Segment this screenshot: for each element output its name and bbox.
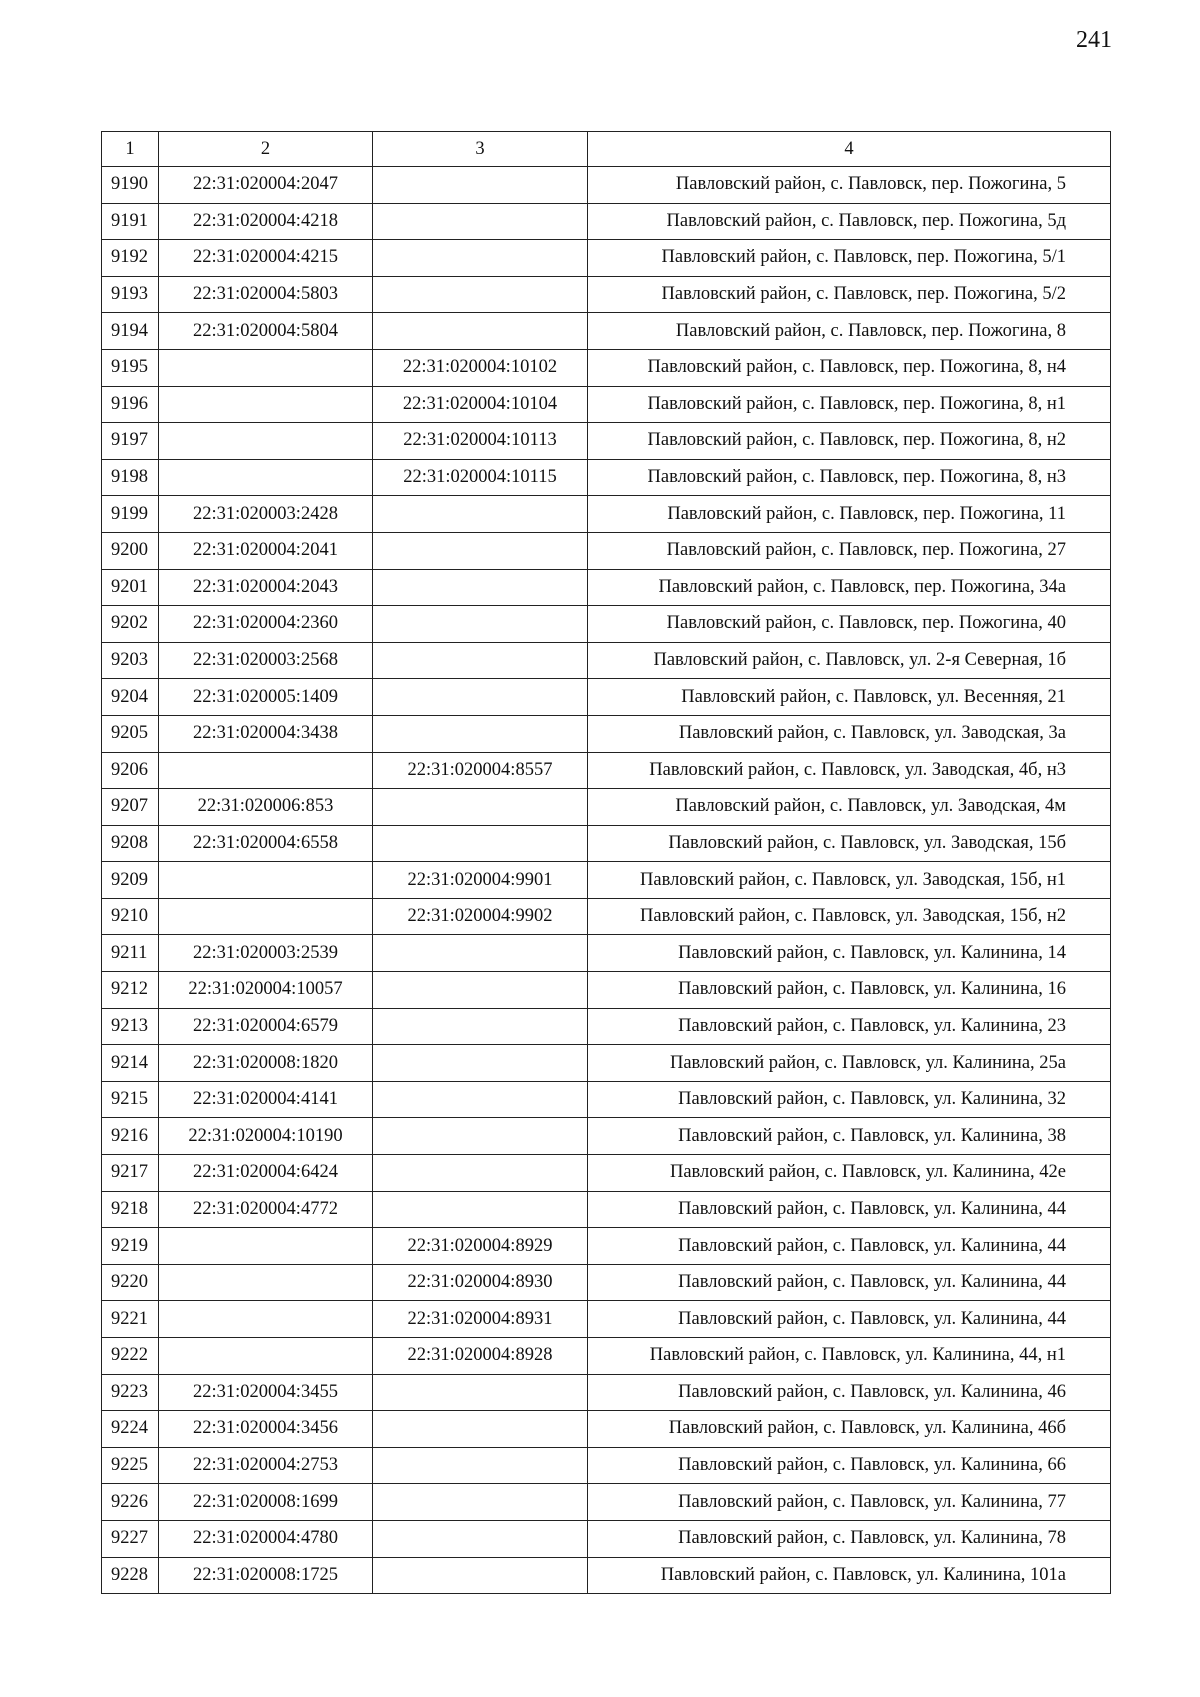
table-row [102,935,1111,972]
table-row [102,532,1111,569]
room-cadastral-number-cell: 22:31:020004:8928 [373,1338,588,1375]
cadastral-number-cell: 22:31:020004:5804 [159,313,373,350]
row-number-cell: 9200 [102,532,159,569]
room-cadastral-number-cell [373,1374,588,1411]
room-cadastral-number-cell: 22:31:020004:9902 [373,898,588,935]
row-number-cell: 9198 [102,459,159,496]
table-row [102,1520,1111,1557]
cadastral-number-cell: 22:31:020004:6424 [159,1155,373,1192]
table-header-row [102,132,1111,167]
row-number-cell: 9212 [102,972,159,1009]
cadastral-number-cell: 22:31:020004:6579 [159,1008,373,1045]
row-number-cell: 9222 [102,1338,159,1375]
cadastral-number-cell: 22:31:020008:1699 [159,1484,373,1521]
address-cell: Павловский район, с. Павловск, пер. Пожогина, 40 [588,606,1111,643]
address-cell: Павловский район, с. Павловск, ул. Весенняя, 21 [588,679,1111,716]
table-row [102,789,1111,826]
row-number-cell: 9217 [102,1155,159,1192]
address-cell: Павловский район, с. Павловск, ул. Калинина, 25а [588,1045,1111,1082]
room-cadastral-number-cell [373,203,588,240]
table-row [102,569,1111,606]
room-cadastral-number-cell: 22:31:020004:8557 [373,752,588,789]
room-cadastral-number-cell [373,935,588,972]
address-cell: Павловский район, с. Павловск, ул. Калинина, 46б [588,1411,1111,1448]
room-cadastral-number-cell [373,715,588,752]
table-row [102,423,1111,460]
cadastral-number-cell: 22:31:020004:2753 [159,1447,373,1484]
table-row [102,496,1111,533]
cadastral-number-cell: 22:31:020004:4218 [159,203,373,240]
room-cadastral-number-cell [373,972,588,1009]
row-number-cell: 9226 [102,1484,159,1521]
cadastral-number-cell: 22:31:020008:1725 [159,1557,373,1594]
cadastral-number-cell: 22:31:020004:4141 [159,1081,373,1118]
header-col-4: 4 [588,132,1111,167]
cadastral-number-cell: 22:31:020005:1409 [159,679,373,716]
room-cadastral-number-cell [373,1557,588,1594]
address-cell: Павловский район, с. Павловск, ул. Заводская, 4б, н3 [588,752,1111,789]
address-cell: Павловский район, с. Павловск, ул. Заводская, 4м [588,789,1111,826]
cadastral-number-cell: 22:31:020004:2360 [159,606,373,643]
table-row [102,1081,1111,1118]
room-cadastral-number-cell [373,825,588,862]
cadastral-number-cell: 22:31:020003:2568 [159,642,373,679]
table-row [102,1155,1111,1192]
room-cadastral-number-cell [373,1155,588,1192]
cadastral-number-cell [159,459,373,496]
room-cadastral-number-cell: 22:31:020004:10102 [373,349,588,386]
row-number-cell: 9202 [102,606,159,643]
cadastral-number-cell: 22:31:020004:3455 [159,1374,373,1411]
cadastral-number-cell: 22:31:020004:4772 [159,1191,373,1228]
address-cell: Павловский район, с. Павловск, ул. Заводская, 3а [588,715,1111,752]
page-number: 241 [1076,27,1112,53]
cadastral-number-cell: 22:31:020004:4215 [159,240,373,277]
room-cadastral-number-cell [373,1520,588,1557]
address-cell: Павловский район, с. Павловск, ул. Калинина, 44 [588,1228,1111,1265]
room-cadastral-number-cell: 22:31:020004:10115 [373,459,588,496]
cadastral-number-cell [159,423,373,460]
row-number-cell: 9218 [102,1191,159,1228]
row-number-cell: 9225 [102,1447,159,1484]
table-row [102,972,1111,1009]
address-cell: Павловский район, с. Павловск, пер. Пожогина, 8, н3 [588,459,1111,496]
address-cell: Павловский район, с. Павловск, ул. 2-я Северная, 1б [588,642,1111,679]
row-number-cell: 9208 [102,825,159,862]
table-body [102,167,1111,1594]
row-number-cell: 9214 [102,1045,159,1082]
room-cadastral-number-cell: 22:31:020004:8929 [373,1228,588,1265]
row-number-cell: 9190 [102,167,159,204]
cadastral-number-cell: 22:31:020004:10190 [159,1118,373,1155]
room-cadastral-number-cell [373,679,588,716]
row-number-cell: 9213 [102,1008,159,1045]
address-cell: Павловский район, с. Павловск, ул. Калинина, 78 [588,1520,1111,1557]
cadastral-number-cell [159,752,373,789]
room-cadastral-number-cell [373,167,588,204]
address-cell: Павловский район, с. Павловск, ул. Калинина, 77 [588,1484,1111,1521]
registry-table [101,131,1111,1594]
row-number-cell: 9194 [102,313,159,350]
address-cell: Павловский район, с. Павловск, пер. Пожогина, 11 [588,496,1111,533]
room-cadastral-number-cell: 22:31:020004:10104 [373,386,588,423]
row-number-cell: 9196 [102,386,159,423]
table-row [102,459,1111,496]
cadastral-number-cell [159,349,373,386]
row-number-cell: 9201 [102,569,159,606]
cadastral-number-cell: 22:31:020004:5803 [159,276,373,313]
address-cell: Павловский район, с. Павловск, ул. Калинина, 66 [588,1447,1111,1484]
room-cadastral-number-cell [373,1484,588,1521]
row-number-cell: 9192 [102,240,159,277]
address-cell: Павловский район, с. Павловск, ул. Калинина, 14 [588,935,1111,972]
room-cadastral-number-cell: 22:31:020004:8931 [373,1301,588,1338]
address-cell: Павловский район, с. Павловск, ул. Калинина, 32 [588,1081,1111,1118]
address-cell: Павловский район, с. Павловск, пер. Пожогина, 8, н2 [588,423,1111,460]
header-col-2: 2 [159,132,373,167]
row-number-cell: 9209 [102,862,159,899]
cadastral-number-cell: 22:31:020004:4780 [159,1520,373,1557]
row-number-cell: 9203 [102,642,159,679]
cadastral-number-cell [159,386,373,423]
cadastral-number-cell: 22:31:020004:10057 [159,972,373,1009]
address-cell: Павловский район, с. Павловск, ул. Калинина, 16 [588,972,1111,1009]
address-cell: Павловский район, с. Павловск, ул. Калинина, 46 [588,1374,1111,1411]
table-row [102,276,1111,313]
header-col-1: 1 [102,132,159,167]
cadastral-number-cell: 22:31:020006:853 [159,789,373,826]
row-number-cell: 9219 [102,1228,159,1265]
row-number-cell: 9191 [102,203,159,240]
cadastral-number-cell [159,1264,373,1301]
cadastral-number-cell: 22:31:020004:6558 [159,825,373,862]
address-cell: Павловский район, с. Павловск, ул. Заводская, 15б, н2 [588,898,1111,935]
cadastral-number-cell: 22:31:020004:2041 [159,532,373,569]
room-cadastral-number-cell: 22:31:020004:8930 [373,1264,588,1301]
cadastral-number-cell: 22:31:020003:2428 [159,496,373,533]
table-row [102,1338,1111,1375]
room-cadastral-number-cell [373,1191,588,1228]
room-cadastral-number-cell [373,1081,588,1118]
address-cell: Павловский район, с. Павловск, пер. Пожогина, 34а [588,569,1111,606]
row-number-cell: 9206 [102,752,159,789]
table-row [102,1484,1111,1521]
table-row [102,1228,1111,1265]
address-cell: Павловский район, с. Павловск, пер. Пожогина, 8 [588,313,1111,350]
table-row [102,642,1111,679]
room-cadastral-number-cell [373,240,588,277]
room-cadastral-number-cell [373,1008,588,1045]
table-row [102,1301,1111,1338]
cadastral-number-cell [159,1338,373,1375]
table-row [102,1374,1111,1411]
table-row [102,1264,1111,1301]
address-cell: Павловский район, с. Павловск, пер. Пожогина, 27 [588,532,1111,569]
room-cadastral-number-cell [373,1118,588,1155]
address-cell: Павловский район, с. Павловск, пер. Пожогина, 5 [588,167,1111,204]
table-row [102,349,1111,386]
table-row [102,1191,1111,1228]
table-row [102,1045,1111,1082]
cadastral-number-cell: 22:31:020004:3438 [159,715,373,752]
table-row [102,167,1111,204]
room-cadastral-number-cell [373,642,588,679]
room-cadastral-number-cell [373,1045,588,1082]
table-row [102,313,1111,350]
row-number-cell: 9223 [102,1374,159,1411]
table-row [102,825,1111,862]
address-cell: Павловский район, с. Павловск, пер. Пожогина, 5д [588,203,1111,240]
row-number-cell: 9193 [102,276,159,313]
table-row [102,1008,1111,1045]
address-cell: Павловский район, с. Павловск, ул. Калинина, 101а [588,1557,1111,1594]
cadastral-number-cell [159,1301,373,1338]
table-row [102,240,1111,277]
cadastral-number-cell: 22:31:020004:2043 [159,569,373,606]
table-row [102,862,1111,899]
room-cadastral-number-cell [373,569,588,606]
row-number-cell: 9224 [102,1411,159,1448]
table-row [102,606,1111,643]
address-cell: Павловский район, с. Павловск, ул. Калинина, 44 [588,1264,1111,1301]
room-cadastral-number-cell [373,496,588,533]
address-cell: Павловский район, с. Павловск, ул. Заводская, 15б [588,825,1111,862]
cadastral-number-cell: 22:31:020004:2047 [159,167,373,204]
room-cadastral-number-cell: 22:31:020004:9901 [373,862,588,899]
table-row [102,898,1111,935]
row-number-cell: 9227 [102,1520,159,1557]
table-row [102,386,1111,423]
row-number-cell: 9216 [102,1118,159,1155]
address-cell: Павловский район, с. Павловск, пер. Пожогина, 8, н1 [588,386,1111,423]
table-row [102,1118,1111,1155]
room-cadastral-number-cell [373,606,588,643]
table-row [102,203,1111,240]
address-cell: Павловский район, с. Павловск, ул. Калинина, 44 [588,1301,1111,1338]
room-cadastral-number-cell: 22:31:020004:10113 [373,423,588,460]
cadastral-number-cell: 22:31:020003:2539 [159,935,373,972]
row-number-cell: 9221 [102,1301,159,1338]
row-number-cell: 9199 [102,496,159,533]
row-number-cell: 9228 [102,1557,159,1594]
address-cell: Павловский район, с. Павловск, пер. Пожогина, 5/1 [588,240,1111,277]
row-number-cell: 9215 [102,1081,159,1118]
header-col-3: 3 [373,132,588,167]
table-row [102,1411,1111,1448]
address-cell: Павловский район, с. Павловск, ул. Калинина, 42е [588,1155,1111,1192]
table-row [102,1557,1111,1594]
table-row [102,715,1111,752]
row-number-cell: 9220 [102,1264,159,1301]
address-cell: Павловский район, с. Павловск, ул. Калинина, 44, н1 [588,1338,1111,1375]
room-cadastral-number-cell [373,276,588,313]
row-number-cell: 9195 [102,349,159,386]
row-number-cell: 9207 [102,789,159,826]
table-row [102,1447,1111,1484]
cadastral-number-cell [159,862,373,899]
address-cell: Павловский район, с. Павловск, ул. Калинина, 23 [588,1008,1111,1045]
room-cadastral-number-cell [373,789,588,826]
address-cell: Павловский район, с. Павловск, ул. Заводская, 15б, н1 [588,862,1111,899]
room-cadastral-number-cell [373,1447,588,1484]
row-number-cell: 9210 [102,898,159,935]
table-row [102,752,1111,789]
row-number-cell: 9211 [102,935,159,972]
table-row [102,679,1111,716]
address-cell: Павловский район, с. Павловск, пер. Пожогина, 5/2 [588,276,1111,313]
address-cell: Павловский район, с. Павловск, пер. Пожогина, 8, н4 [588,349,1111,386]
address-cell: Павловский район, с. Павловск, ул. Калинина, 44 [588,1191,1111,1228]
cadastral-number-cell [159,1228,373,1265]
row-number-cell: 9197 [102,423,159,460]
cadastral-number-cell [159,898,373,935]
address-cell: Павловский район, с. Павловск, ул. Калинина, 38 [588,1118,1111,1155]
room-cadastral-number-cell [373,313,588,350]
room-cadastral-number-cell [373,1411,588,1448]
room-cadastral-number-cell [373,532,588,569]
cadastral-number-cell: 22:31:020004:3456 [159,1411,373,1448]
cadastral-number-cell: 22:31:020008:1820 [159,1045,373,1082]
row-number-cell: 9204 [102,679,159,716]
row-number-cell: 9205 [102,715,159,752]
